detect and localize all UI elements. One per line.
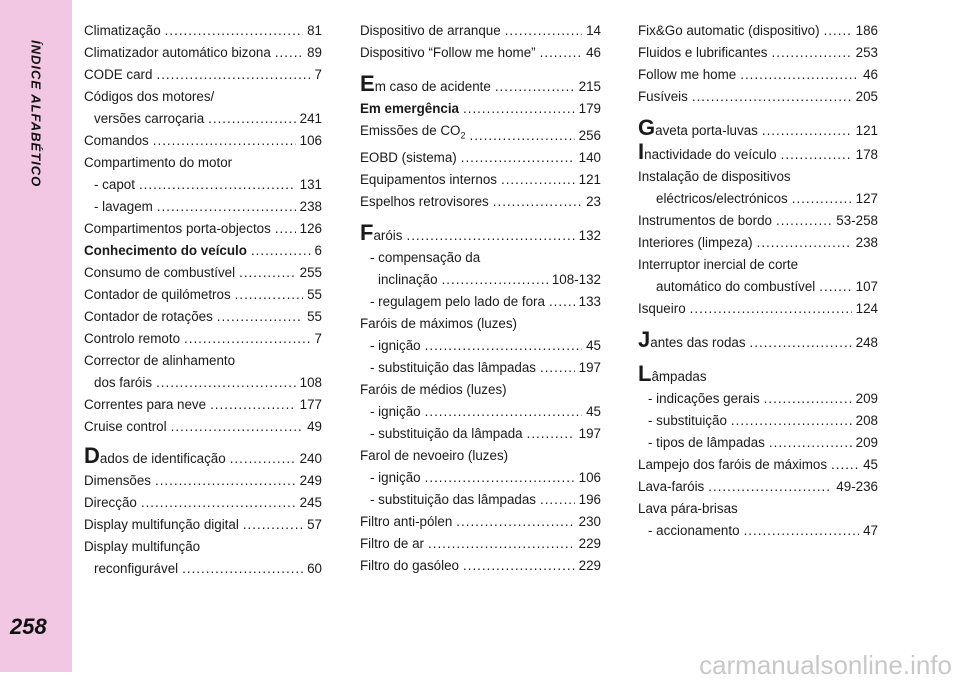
index-entry: Gaveta porta-luvas ..... 121	[638, 118, 878, 142]
index-entry: Lampejo dos faróis de máximos ..... 45	[638, 454, 878, 476]
index-entry-heading: Instalação de dispositivos	[638, 169, 791, 184]
index-entry: - lavagem ..... 238	[84, 196, 322, 218]
index-entry: Climatização ..... 81	[84, 20, 322, 42]
index-entry-heading: Códigos dos motores/	[84, 89, 215, 104]
index-entry-heading: - compensação da	[370, 249, 481, 265]
index-entry: Jantes das rodas ..... 248	[638, 330, 878, 354]
index-entry: Cruise control ..... 49	[84, 416, 322, 438]
index-entry: Isqueiro ..... 124	[638, 298, 878, 320]
index-entry: - substituição das lâmpadas ..... 196	[360, 489, 601, 511]
section-title: ÍNDICE ALFABÉTICO	[28, 40, 44, 188]
index-entry-heading: Display multifunção	[84, 539, 201, 554]
index-entry: automático do combustível ..... 107	[638, 276, 878, 298]
index-entry: Filtro anti-pólen ..... 230	[360, 511, 601, 533]
index-entry: Dispositivo “Follow me home” ..... 46	[360, 42, 601, 64]
index-entry: Fluidos e lubrificantes ..... 253	[638, 42, 878, 64]
index-entry: - capot ..... 131	[84, 174, 322, 196]
index-entry: Fix&Go automatic (dispositivo) ..... 186	[638, 20, 878, 42]
index-entry: Contador de rotações ..... 55	[84, 306, 322, 328]
index-entry: Dispositivo de arranque ..... 14	[360, 20, 601, 42]
index-entry: - substituição da lâmpada ..... 197	[360, 423, 601, 445]
index-entry: inclinação ..... 108-132	[360, 269, 601, 291]
index-entry: - substituição ..... 208	[638, 410, 878, 432]
index-entry-heading: Farol de nevoeiro (luzes)	[360, 447, 509, 463]
index-entry: dos faróis ..... 108	[84, 372, 322, 394]
index-entry: Consumo de combustível ..... 255	[84, 262, 322, 284]
index-entry: Equipamentos internos ..... 121	[360, 169, 601, 191]
index-entry: Fusíveis ..... 205	[638, 86, 878, 108]
index-entry: Emissões de $CO_2$ ..... 256	[360, 120, 601, 147]
index-entry: Instrumentos de bordo ..... 53-258	[638, 210, 878, 232]
index-entry: Display multifunção digital ..... 57	[84, 514, 322, 536]
index-entry: - tipos de lâmpadas ..... 209	[638, 432, 878, 454]
letter-initial: L	[638, 361, 652, 386]
index-entry: Em emergência ..... 179	[360, 98, 601, 120]
letter-initial: I	[638, 142, 645, 164]
letter-initial: F	[360, 222, 374, 245]
index-entry: Inactividade do veículo ..... 178	[638, 142, 878, 166]
index-entry: reconfigurável ..... 60	[84, 558, 322, 580]
index-entry: Dados de identificação ..... 240	[84, 446, 322, 470]
index-entry: Faróis ..... 132	[360, 223, 601, 247]
index-entry: Compartimentos porta-objectos ..... 126	[84, 218, 322, 240]
index-entry: versões carroçaria ..... 241	[84, 108, 322, 130]
index-entry-heading: Compartimento do motor	[84, 155, 233, 170]
index-column-2	[360, 20, 601, 577]
page-number: 258	[10, 614, 47, 639]
letter-initial: J	[638, 330, 651, 352]
index-entry-heading: Faróis de médios (luzes)	[360, 381, 507, 397]
index-entry: Lava-faróis ..... 49-236	[638, 476, 878, 498]
index-column-1	[84, 20, 322, 580]
index-entry: Climatizador automático bizona ..... 89	[84, 42, 322, 64]
index-entry: Correntes para neve ..... 177	[84, 394, 322, 416]
letter-initial: D	[84, 446, 100, 468]
index-entry: Espelhos retrovisores ..... 23	[360, 191, 601, 213]
watermark: carmanualsonline.info	[699, 650, 952, 680]
index-entry: Filtro de ar ..... 229	[360, 533, 601, 555]
index-entry: Direcção ..... 245	[84, 492, 322, 514]
index-entry: - accionamento ..... 47	[638, 520, 878, 542]
index-column-3	[638, 20, 878, 542]
letter-initial: E	[360, 74, 375, 96]
index-entry: - ignição ..... 106	[360, 467, 601, 489]
index-entry: Em caso de acidente ..... 215	[360, 74, 601, 98]
sidebar	[0, 0, 72, 672]
index-entry: CODE card ..... 7	[84, 64, 322, 86]
index-entry: - indicações gerais ..... 209	[638, 388, 878, 410]
index-entry-heading: Interruptor inercial de corte	[638, 257, 799, 272]
letter-initial: G	[638, 118, 656, 140]
index-entry: - substituição das lâmpadas ..... 197	[360, 357, 601, 379]
index-entry: EOBD (sistema) ..... 140	[360, 147, 601, 169]
index-entry-heading: Lâmpadas	[638, 361, 707, 386]
index-entry: Interiores (limpeza) ..... 238	[638, 232, 878, 254]
index-entry-heading: Lava pára-brisas	[638, 501, 738, 516]
index-entry: Dimensões ..... 249	[84, 470, 322, 492]
index-entry: - regulagem pelo lado de fora ..... 133	[360, 291, 601, 313]
index-entry: Follow me home ..... 46	[638, 64, 878, 86]
index-entry-heading: Corrector de alinhamento	[84, 353, 236, 368]
index-entry: Contador de quilómetros ..... 55	[84, 284, 322, 306]
index-entry: Controlo remoto ..... 7	[84, 328, 322, 350]
index-entry-heading: Faróis de máximos (luzes)	[360, 315, 518, 331]
index-entry: - ignição ..... 45	[360, 335, 601, 357]
index-entry: Filtro do gasóleo ..... 229	[360, 555, 601, 577]
index-entry: - ignição ..... 45	[360, 401, 601, 423]
index-entry: eléctricos/electrónicos ..... 127	[638, 188, 878, 210]
index-entry: Comandos ..... 106	[84, 130, 322, 152]
index-entry: Conhecimento do veículo ..... 6	[84, 240, 322, 262]
